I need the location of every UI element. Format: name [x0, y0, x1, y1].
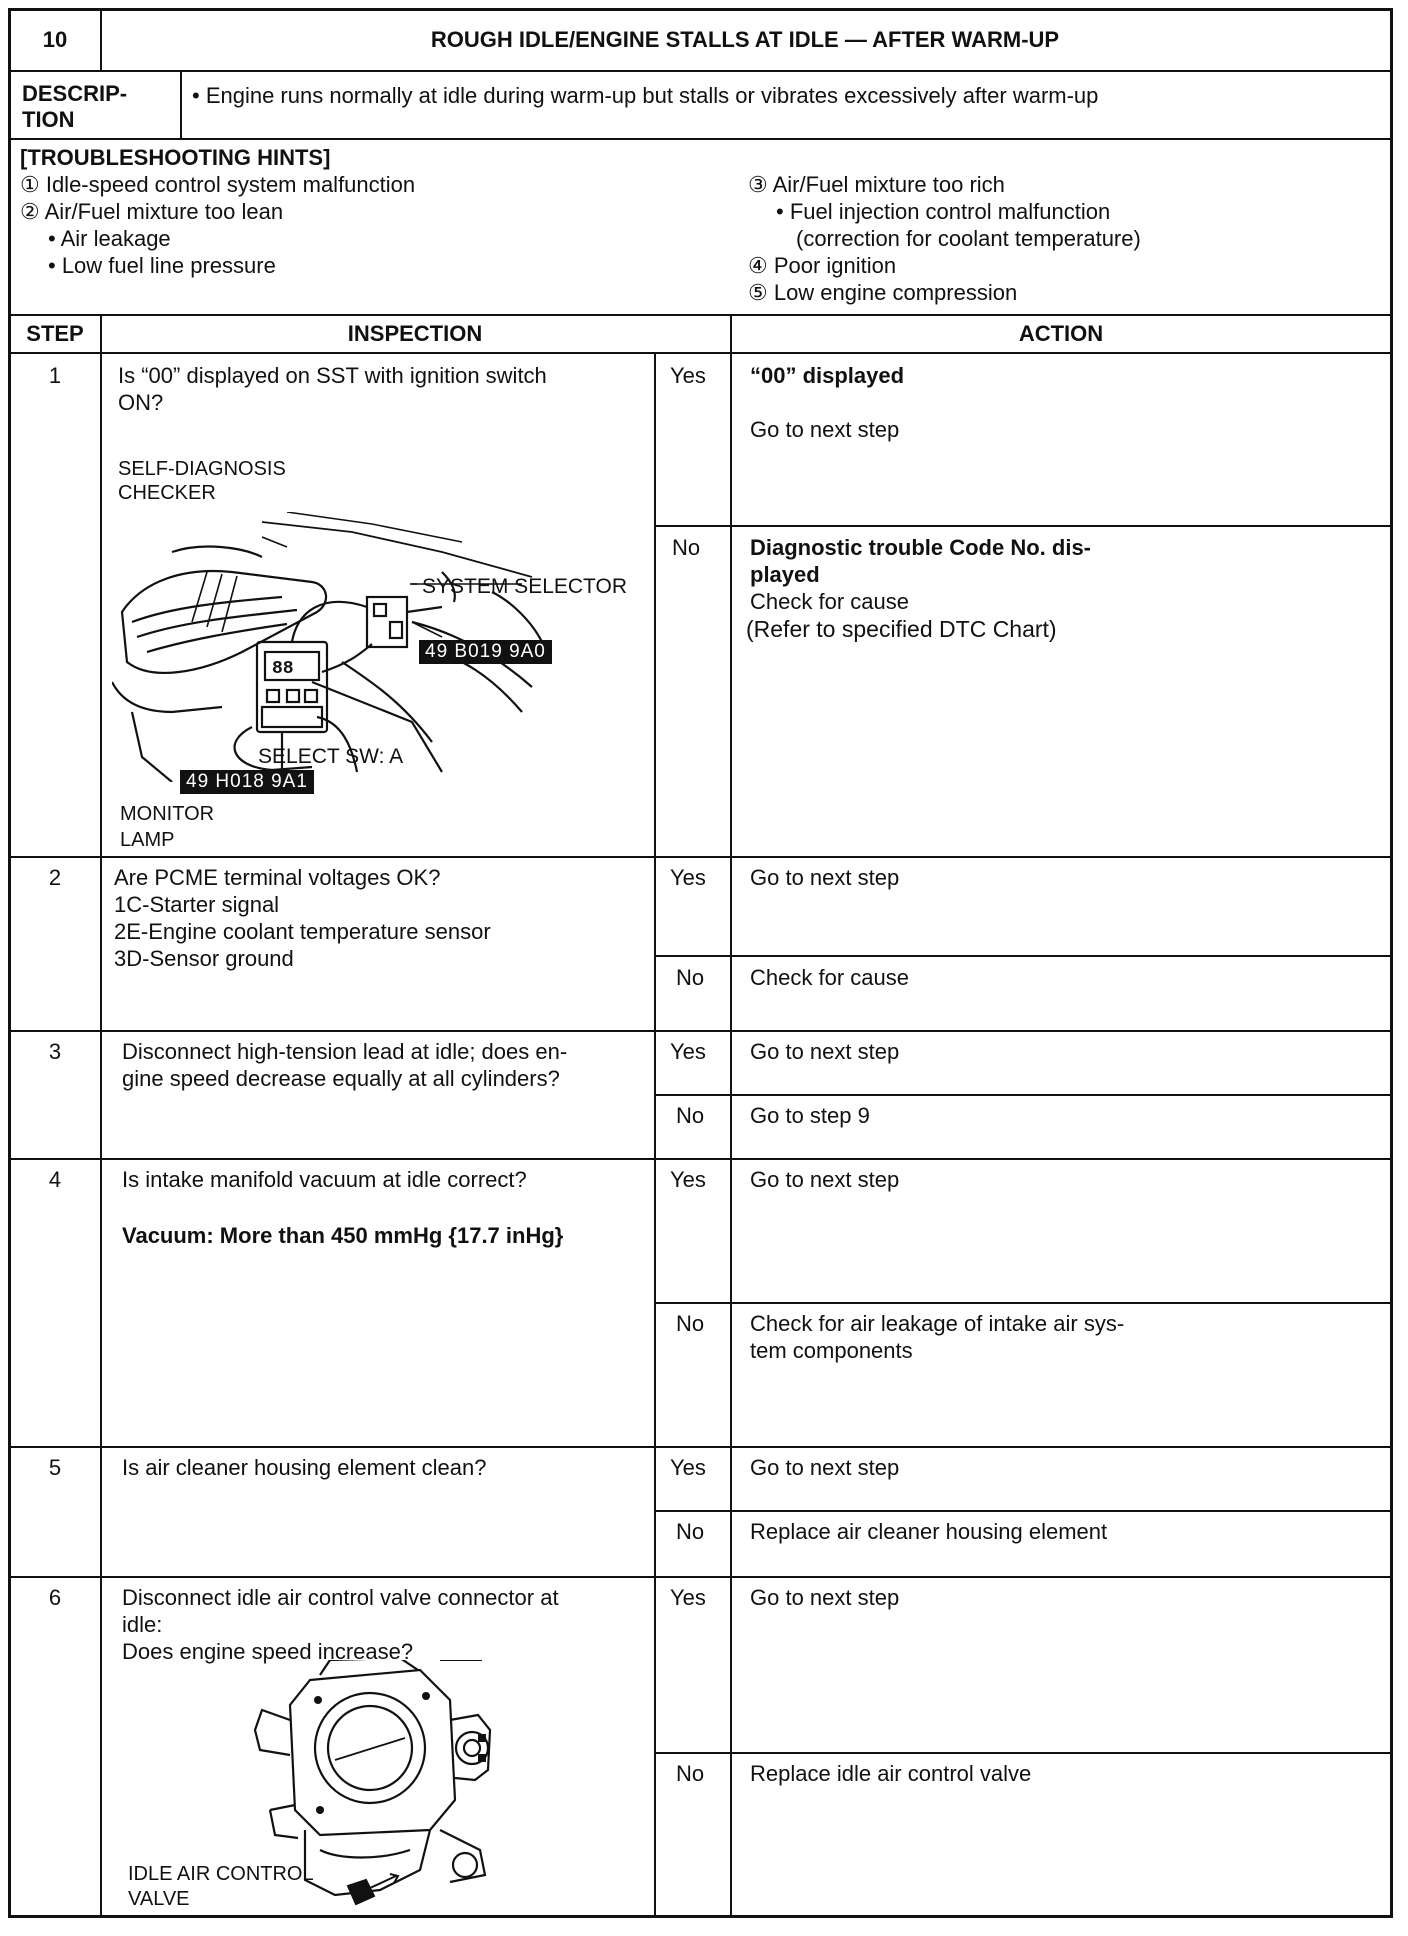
col-step: STEP	[26, 321, 84, 346]
hints-title: [TROUBLESHOOTING HINTS]	[20, 145, 331, 170]
figure-label-iac-valve: IDLE AIR CONTROL VALVE	[128, 1863, 314, 1910]
checker-display: 88	[272, 659, 294, 679]
divider	[10, 138, 1392, 140]
hint-2b: • Low fuel line pressure	[48, 253, 276, 278]
action-heading: Diagnostic trouble Code No. dis- played	[750, 535, 1092, 587]
action-text: Go to next step	[750, 1455, 900, 1480]
answer-yes: Yes	[670, 1167, 706, 1192]
hint-5: ⑤ Low engine compression	[748, 280, 1018, 305]
answer-no: No	[676, 965, 705, 990]
divider	[654, 1752, 1392, 1754]
action-text: Go to next step	[750, 1167, 900, 1192]
figure-label-checker: SELF-DIAGNOSIS CHECKER	[118, 458, 286, 504]
section-title: ROUGH IDLE/ENGINE STALLS AT IDLE — AFTER WARM-UP	[430, 27, 1060, 52]
divider	[730, 314, 732, 1918]
answer-no: No	[676, 1103, 705, 1128]
divider	[654, 525, 1392, 527]
hint-3: ③ Air/Fuel mixture too rich	[748, 172, 1005, 197]
col-inspection: INSPECTION	[347, 321, 483, 346]
answer-yes: Yes	[670, 1585, 706, 1610]
hint-3b: (correction for coolant temperature)	[796, 226, 1141, 251]
hint-2a: • Air leakage	[48, 226, 171, 251]
step-inspection: Disconnect idle air control valve connector at idle: Does engine speed increase?	[122, 1585, 559, 1664]
step-number: 4	[48, 1167, 62, 1192]
action-text: Check for air leakage of intake air sys- tem components	[750, 1311, 1125, 1363]
divider	[10, 1030, 1392, 1032]
tool-tag-a: 49 B019 9A0	[419, 640, 552, 664]
divider	[10, 856, 1392, 858]
self-diagnosis-checker-figure	[112, 512, 652, 782]
tool-tag-b: 49 H018 9A1	[180, 770, 314, 794]
action-text: Replace idle air control valve	[750, 1761, 1032, 1786]
hint-3a: • Fuel injection control malfunction	[776, 199, 1111, 224]
step-number: 3	[48, 1039, 62, 1064]
step-inspection: Disconnect high-tension lead at idle; does en- gine speed decrease equally at all cylinders?	[122, 1039, 568, 1091]
description-label-1: DESCRIP-	[22, 81, 128, 106]
step-number: 5	[48, 1455, 62, 1480]
action-text: Check for cause	[750, 589, 909, 614]
action-text: Check for cause	[750, 965, 909, 990]
figure-label-select-sw: SELECT SW: A	[258, 745, 404, 768]
step-number: 6	[48, 1585, 62, 1610]
divider	[654, 1302, 1392, 1304]
hint-1: ① Idle-speed control system malfunction	[20, 172, 416, 197]
step-inspection: Is air cleaner housing element clean?	[122, 1455, 487, 1480]
action-text: Go to step 9	[750, 1103, 870, 1128]
divider	[654, 352, 656, 1918]
step-number: 1	[48, 363, 62, 388]
answer-yes: Yes	[670, 1455, 706, 1480]
step-inspection: Are PCME terminal voltages OK? 1C-Starter signal 2E-Engine coolant temperature sensor 3D-Sensor ground	[114, 865, 491, 971]
divider	[180, 70, 182, 138]
hint-2: ② Air/Fuel mixture too lean	[20, 199, 284, 224]
divider	[10, 314, 1392, 316]
description-label-2: TION	[22, 107, 75, 132]
answer-yes: Yes	[670, 1039, 706, 1064]
action-text: Go to next step	[750, 1585, 900, 1610]
step-inspection: Is “00” displayed on SST with ignition switch ON?	[118, 363, 547, 415]
step-spec: Vacuum: More than 450 mmHg {17.7 inHg}	[122, 1223, 564, 1248]
divider	[10, 70, 1392, 72]
divider	[10, 1158, 1392, 1160]
section-number: 10	[42, 27, 68, 52]
action-note: (Refer to specified DTC Chart)	[746, 616, 1057, 642]
answer-no: No	[676, 1761, 705, 1786]
step-number: 2	[48, 865, 62, 890]
divider	[100, 314, 102, 1918]
divider	[10, 1446, 1392, 1448]
action-heading: “00” displayed	[750, 363, 905, 388]
answer-no: No	[676, 1519, 705, 1544]
connector-icon	[340, 1866, 410, 1912]
figure-label-system-selector: SYSTEM SELECTOR	[422, 575, 627, 598]
answer-no: No	[676, 1311, 705, 1336]
figure-label-monitor-lamp: MONITOR LAMP	[120, 803, 215, 851]
action-text: Go to next step	[750, 865, 900, 890]
col-action: ACTION	[1018, 321, 1104, 346]
action-text: Go to next step	[750, 417, 900, 442]
divider	[654, 1094, 1392, 1096]
divider	[654, 1510, 1392, 1512]
step-inspection: Is intake manifold vacuum at idle correct?	[122, 1167, 527, 1192]
divider	[10, 1576, 1392, 1578]
divider	[10, 352, 1392, 354]
divider	[654, 955, 1392, 957]
hint-4: ④ Poor ignition	[748, 253, 897, 278]
answer-yes: Yes	[670, 363, 706, 388]
action-text: Replace air cleaner housing element	[750, 1519, 1108, 1544]
answer-no: No	[672, 535, 701, 560]
action-text: Go to next step	[750, 1039, 900, 1064]
answer-yes: Yes	[670, 865, 706, 890]
description-text: • Engine runs normally at idle during warm-up but stalls or vibrates excessively after warm-up	[192, 83, 1099, 108]
